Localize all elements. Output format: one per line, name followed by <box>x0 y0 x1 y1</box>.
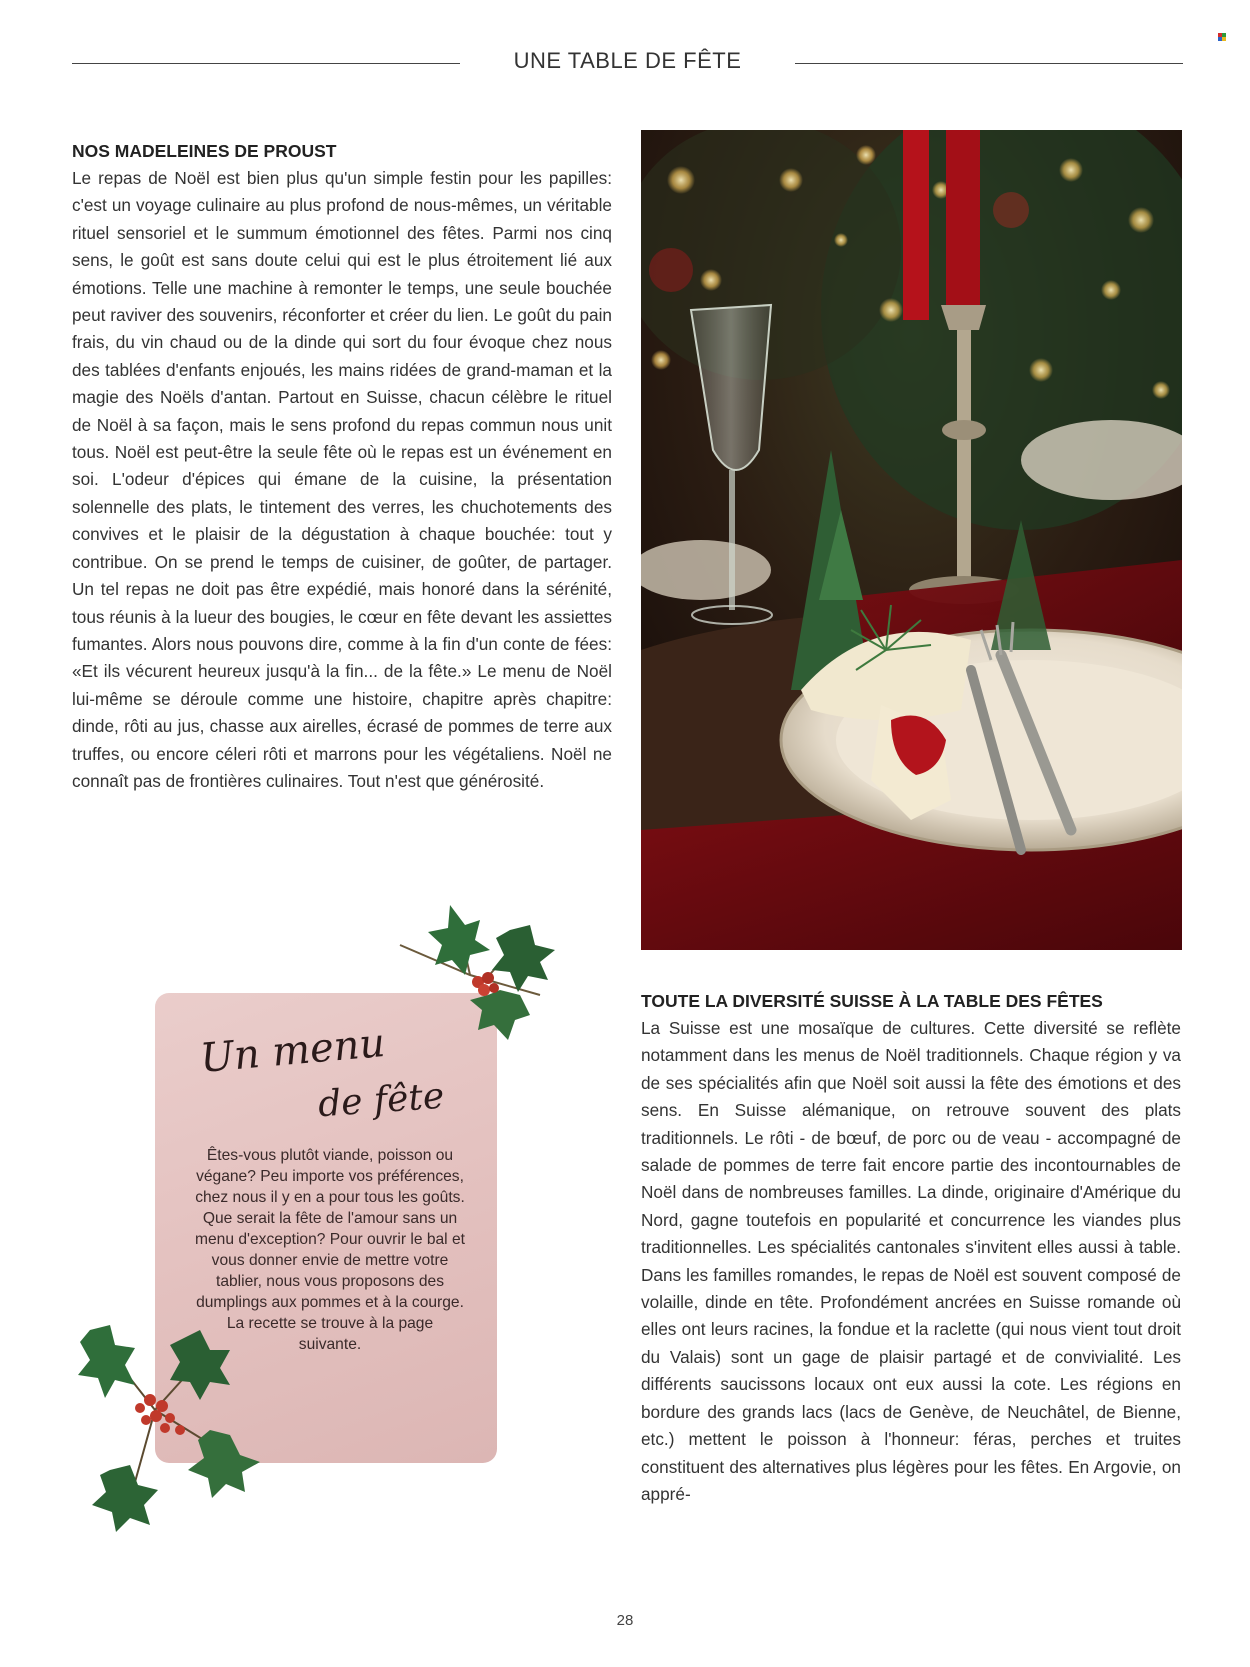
header-rule-left <box>72 63 460 64</box>
section-heading-proust: NOS MADELEINES DE PROUST <box>72 141 337 161</box>
card-title-line2: de fête <box>316 1075 446 1126</box>
section-proust <box>72 138 612 795</box>
section-heading-diversite: TOUTE LA DIVERSITÉ SUISSE À LA TABLE DES FÊTES <box>641 991 1103 1011</box>
header-rule-right <box>795 63 1183 64</box>
holly-sprig-icon <box>390 900 570 1050</box>
holly-branch-icon <box>70 1300 270 1540</box>
card-text: Êtes-vous plutôt viande, poisson ou végane? Peu importe vos préférences, chez nous il y en a pour tous les goûts. Que serait la fête de l'amour sans un menu d'exception? Pour ouvrir le bal et vous donner envie de mettre votre tablier, nous vous proposons des dumplings aux pommes et à la courge. La recette se trouve à la page suivante. <box>195 1147 465 1353</box>
card-title-line1: Un menu <box>198 1020 387 1082</box>
christmas-table-illustration <box>641 130 1182 950</box>
christmas-table-photo <box>641 130 1182 950</box>
section-diversite <box>641 988 1181 1508</box>
section-body-diversite: La Suisse est une mosaïque de cultures. Cette diversité se reflète notamment dans les menus de Noël traditionnels. Chaque région y va de ses spécialités afin que Noël soit aussi la fête des émotions et des sens. En Suisse alémanique, on retrouve souvent des plats traditionnels. Le rôti - de bœuf, de porc ou de veau - accompagné de salade de pommes de terre fait encore partie des incontournables de Noël dans de nombreuses familles. La dinde, originaire d'Amérique du Nord, gagne toutefois en popularité et concurrence les viandes plus traditionnelles. Les spécialités cantonales s'invitent elles aussi à table. Dans les familles romandes, le repas de Noël est souvent composé de volaille, dinde en tête. Profondément ancrées en Suisse romande où elles ont leurs racines, la fondue et la raclette (qui nous vient tout droit du Valais) sont un gage de plaisir partagé et de convivialité. Les différents saucissons locaux ont eux aussi la cote. Les régions en bordure des grands lacs (lacs de Genève, de Neuchâtel, de Bienne, etc.) mettent le poisson à l'honneur: féras, perches et truites constituent des alternatives plus légères pour les fêtes. En Argovie, on appré- <box>641 1018 1181 1504</box>
section-body-proust: Le repas de Noël est bien plus qu'un simple festin pour les papilles: c'est un voyage culinaire au plus profond de nous-mêmes, un véritable rituel sensoriel et le summum émotionnel des fêtes. Parmi nos cinq sens, le goût est sans doute celui qui est le plus étroitement lié aux émotions. Telle une machine à remonter le temps, une seule bouchée peut raviver des souvenirs, réconforter et créer du lien. Le goût du pain frais, du vin chaud ou de la dinde qui sort du four évoque chez nous des tablées d'enfants enjoués, les mains ridées de grand-maman et la magie des Noëls d'antan. Partout en Suisse, chacun célèbre le rituel de Noël à sa façon, mais le sens profond du repas commun nous unit tous. Noël est peut-être la seule fête où le repas est un événement en soi. L'odeur d'épices qui émane de la cuisine, la présentation solennelle des plats, le tintement des verres, les chuchotements des convives et le plaisir de la dégustation à chaque bouchée: tout y contribue. On se prend le temps de cuisiner, de goûter, de partager. Un tel repas ne doit pas être expédié, mais honoré dans la sérénité, tous réunis à la lueur des bougies, le cœur en fête devant les assiettes fumantes. Alors nous pouvons dire, comme à la fin d'un conte de fées: «Et ils vécurent heureux jusqu'à la fin... de la fête.» Le menu de Noël lui-même se déroule comme une histoire, chapitre après chapitre: dinde, rôti au jus, chasse aux airelles, écrasé de pommes de terre aux truffes, ou encore céleri rôti et marrons pour les végétaliens. Noël ne connaît pas de frontières culinaires. Tout n'est que générosité. <box>72 168 612 791</box>
page-header-title: UNE TABLE DE FÊTE <box>513 48 742 73</box>
page-number: 28 <box>616 1612 634 1629</box>
color-mark-icon <box>1218 33 1226 41</box>
